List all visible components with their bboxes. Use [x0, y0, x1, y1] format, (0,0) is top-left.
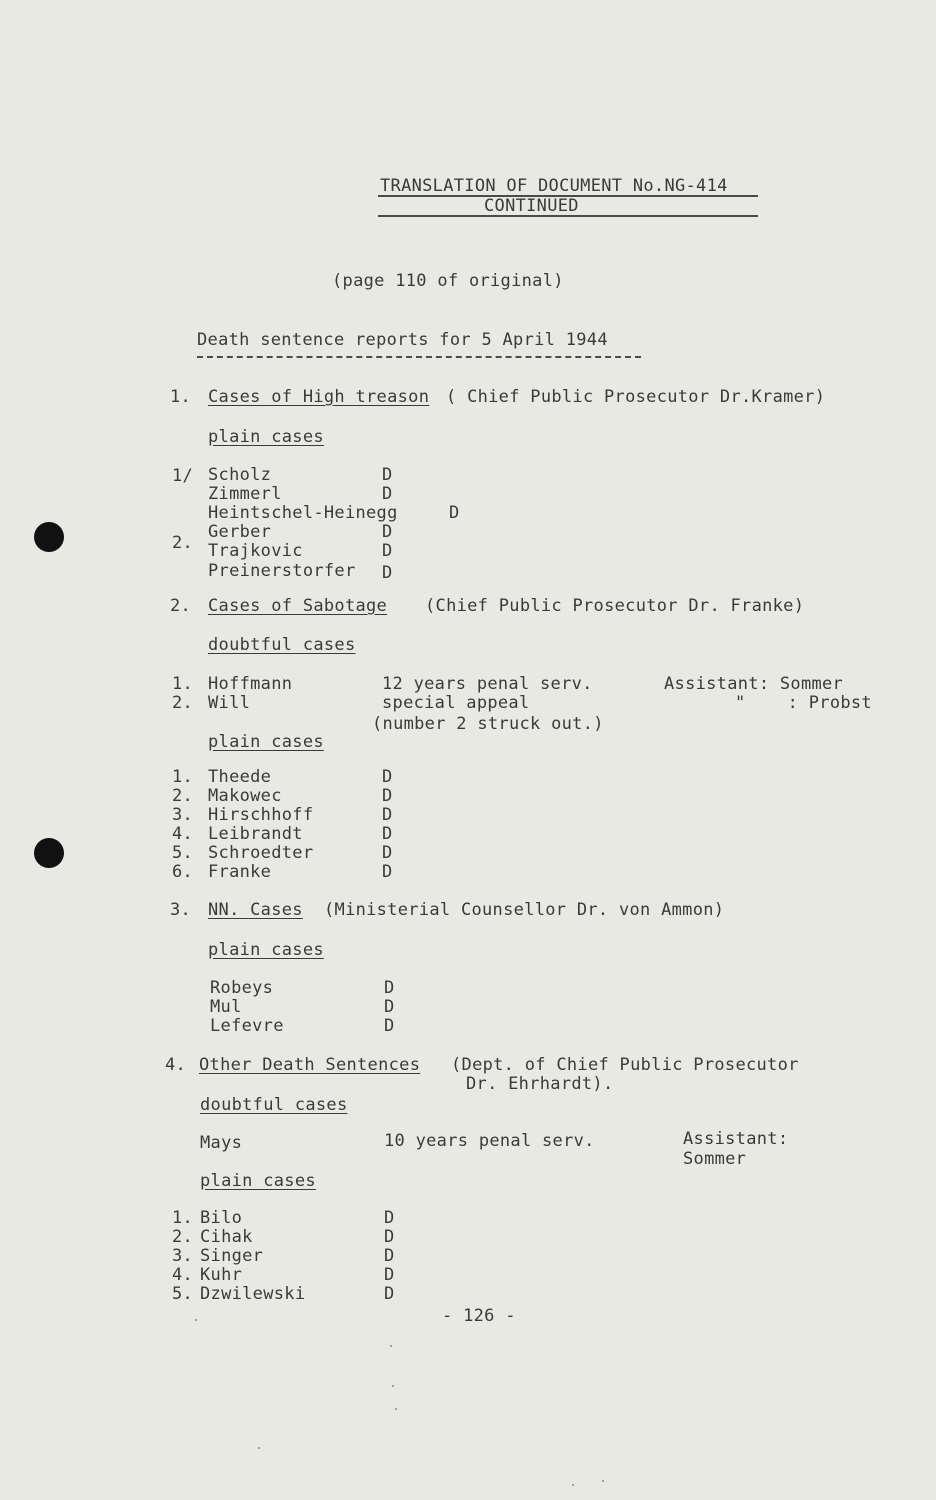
paper-speck: [602, 1480, 604, 1482]
section2-marker: 2.: [170, 596, 192, 616]
section3-marker: 3.: [170, 900, 192, 920]
section4-sub-doubtful: doubtful cases: [200, 1095, 348, 1115]
list-item-name: Makowec: [208, 786, 282, 806]
punch-hole-top: [34, 522, 64, 552]
section4-heading: Other Death Sentences: [199, 1055, 421, 1075]
list-item-verdict: D: [384, 1016, 395, 1036]
list-item-marker: 2.: [172, 693, 194, 713]
list-item-marker: 1.: [172, 1208, 194, 1228]
paper-speck: [572, 1484, 574, 1486]
list-item-verdict: D: [384, 997, 395, 1017]
list-item-name: Mul: [210, 997, 242, 1017]
list-item-verdict: D: [382, 484, 393, 504]
section2-heading-rest: (Chief Public Prosecutor Dr. Franke): [425, 596, 805, 616]
section1-marker: 1.: [170, 387, 192, 407]
list-item-verdict: D: [384, 978, 395, 998]
paper-speck: [392, 1385, 394, 1387]
list-item-name: Mays: [200, 1133, 243, 1153]
list-item-name: Scholz: [208, 465, 272, 485]
list-item-verdict: D: [384, 1284, 395, 1304]
section2-heading: Cases of Sabotage: [208, 596, 388, 616]
list-item-verdict: D: [384, 1265, 395, 1285]
list-item-verdict: D: [382, 824, 393, 844]
section1-marker-b: 2.: [172, 533, 194, 553]
list-item-marker: 4.: [172, 1265, 194, 1285]
paper-speck: [395, 1408, 397, 1410]
list-item-name: Hirschhoff: [208, 805, 314, 825]
list-item-name: Zimmerl: [208, 484, 282, 504]
list-item-marker: 4.: [172, 824, 194, 844]
list-item-sentence: 12 years penal serv.: [382, 674, 593, 694]
list-item-name: Trajkovic: [208, 541, 303, 561]
list-item-marker: 1.: [172, 674, 194, 694]
list-item-sentence: special appeal: [382, 693, 530, 713]
list-item-marker: 2.: [172, 1227, 194, 1247]
list-item-name: Will: [208, 693, 251, 713]
list-item-verdict: D: [382, 843, 393, 863]
list-item-marker: 6.: [172, 862, 194, 882]
struck-note: (number 2 struck out.): [372, 714, 604, 734]
list-item-verdict: D: [449, 503, 460, 523]
list-item-name: Bilo: [200, 1208, 243, 1228]
list-item-verdict: D: [382, 786, 393, 806]
list-item-verdict: D: [382, 563, 393, 583]
list-item-assistant-name: Sommer: [683, 1149, 747, 1169]
list-item-verdict: D: [382, 805, 393, 825]
section1-heading-rest: ( Chief Public Prosecutor Dr.Kramer): [446, 387, 826, 407]
list-item-name: Heintschel-Heinegg: [208, 503, 398, 523]
list-item-verdict: D: [384, 1208, 395, 1228]
punch-hole-bottom: [34, 838, 64, 868]
list-item-verdict: D: [382, 465, 393, 485]
list-item-name: Robeys: [210, 978, 274, 998]
list-item-marker: 5.: [172, 843, 194, 863]
list-item-name: Lefevre: [210, 1016, 284, 1036]
list-item-verdict: D: [382, 541, 393, 561]
section4-heading-rest: (Dept. of Chief Public Prosecutor: [451, 1055, 799, 1075]
list-item-marker: 2.: [172, 786, 194, 806]
list-item-name: Gerber: [208, 522, 272, 542]
section3-subheading: plain cases: [208, 940, 324, 960]
doc-title-line1: TRANSLATION OF DOCUMENT No.NG-414: [380, 176, 728, 196]
list-item-name: Dzwilewski: [200, 1284, 306, 1304]
section4-sub-plain: plain cases: [200, 1171, 316, 1191]
section3-heading-rest: (Ministerial Counsellor Dr. von Ammon): [324, 900, 725, 920]
page-number: - 126 -: [442, 1306, 516, 1326]
section2-sub-doubtful: doubtful cases: [208, 635, 356, 655]
report-title-rule: [197, 356, 641, 358]
list-item-name: Leibrandt: [208, 824, 303, 844]
section3-heading: NN. Cases: [208, 900, 303, 920]
list-item-marker: 3.: [172, 1246, 194, 1266]
list-item-name: Kuhr: [200, 1265, 243, 1285]
list-item-name: Theede: [208, 767, 272, 787]
doc-title-line2: CONTINUED: [484, 196, 579, 216]
list-item-verdict: D: [382, 767, 393, 787]
list-item-assistant: Assistant: Sommer: [664, 674, 844, 694]
page-reference: (page 110 of original): [332, 271, 564, 291]
list-item-marker: 1.: [172, 767, 194, 787]
list-item-marker: 3.: [172, 805, 194, 825]
list-item-name: Hoffmann: [208, 674, 293, 694]
paper-speck: [195, 1319, 197, 1321]
paper-speck: [390, 1345, 392, 1347]
list-item-assistant: Assistant:: [683, 1129, 789, 1149]
list-item-verdict: D: [382, 522, 393, 542]
section4-marker: 4.: [165, 1055, 187, 1075]
list-item-verdict: D: [382, 862, 393, 882]
list-item-marker: 5.: [172, 1284, 194, 1304]
list-item-sentence: 10 years penal serv.: [384, 1131, 595, 1151]
list-item-verdict: D: [384, 1246, 395, 1266]
section1-subheading: plain cases: [208, 427, 324, 447]
section4-heading-rest2: Dr. Ehrhardt).: [466, 1074, 614, 1094]
list-item-name: Preinerstorfer: [208, 561, 356, 581]
section1-marker-a: 1/: [172, 466, 194, 486]
section2-sub-plain: plain cases: [208, 732, 324, 752]
section1-heading: Cases of High treason: [208, 387, 430, 407]
title-underline-2: [378, 215, 758, 217]
list-item-name: Cihak: [200, 1227, 253, 1247]
report-title: Death sentence reports for 5 April 1944: [197, 330, 608, 350]
list-item-name: Schroedter: [208, 843, 314, 863]
paper-speck: [258, 1447, 260, 1449]
list-item-assistant: " : Probst: [735, 693, 872, 713]
list-item-name: Singer: [200, 1246, 264, 1266]
list-item-name: Franke: [208, 862, 272, 882]
list-item-verdict: D: [384, 1227, 395, 1247]
